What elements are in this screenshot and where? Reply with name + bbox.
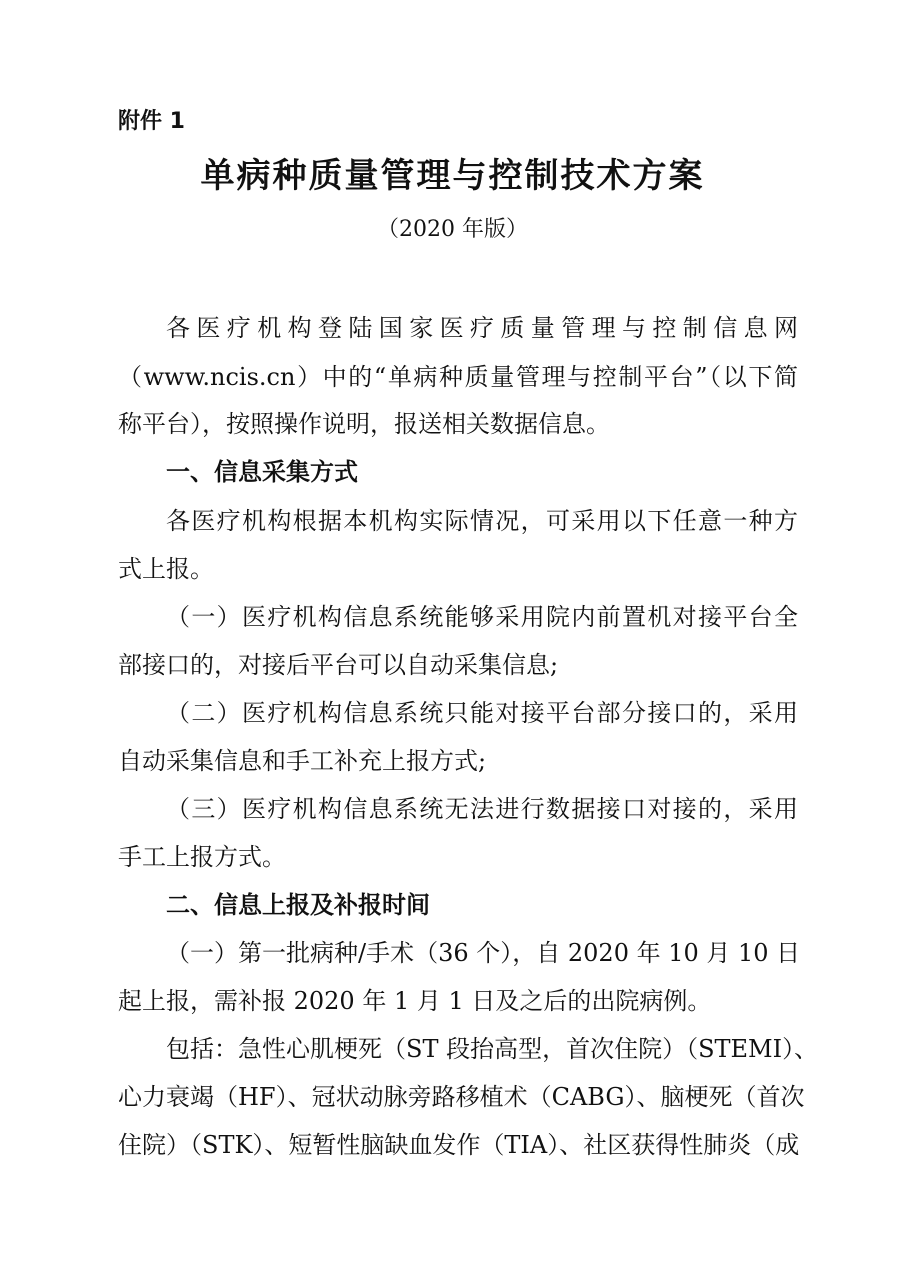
paragraph-line: 称平台），按照操作说明，报送相关数据信息。 [118,410,610,438]
paragraph-line: （一）第一批病种/手术（36 个），自 2020 年 10 月 10 日 [166,939,801,967]
attachment-label: 附件 1 [118,109,185,134]
paragraph-line: 手工上报方式。 [118,843,286,871]
paragraph-line: （三）医疗机构信息系统无法进行数据接口对接的，采用 [166,795,798,823]
paragraph-line: 包括：急性心肌梗死（ST 段抬高型，首次住院）（STEMI）、 [166,1035,819,1063]
document-title: 单病种质量管理与控制技术方案 [200,156,705,196]
paragraph-line: （一）医疗机构信息系统能够采用院内前置机对接平台全 [166,603,798,631]
paragraph-line: 起上报，需补报 2020 年 1 月 1 日及之后的出院病例。 [118,987,712,1015]
paragraph-line: 各医疗机构根据本机构实际情况，可采用以下任意一种方 [166,507,798,535]
paragraph-line: 各医疗机构登陆国家医疗质量管理与控制信息网 [166,314,798,342]
paragraph-line: 部接口的，对接后平台可以自动采集信息; [118,651,559,679]
paragraph-line: （二）医疗机构信息系统只能对接平台部分接口的，采用 [166,699,798,727]
paragraph-line: 心力衰竭（HF）、冠状动脉旁路移植术（CABG）、脑梗死（首次 [118,1083,805,1111]
section-heading: 一、信息采集方式 [166,458,358,486]
paragraph-line: 自动采集信息和手工补充上报方式; [118,747,487,775]
paragraph-line: （www.ncis.cn）中的“单病种质量管理与控制平台”（以下简 [118,363,798,391]
document-version: （2020 年版） [377,217,528,242]
paragraph-line: 式上报。 [118,555,214,583]
section-heading: 二、信息上报及补报时间 [166,891,430,919]
paragraph-line: 住院）（STK）、短暂性脑缺血发作（TIA）、社区获得性肺炎（成 [118,1131,800,1159]
